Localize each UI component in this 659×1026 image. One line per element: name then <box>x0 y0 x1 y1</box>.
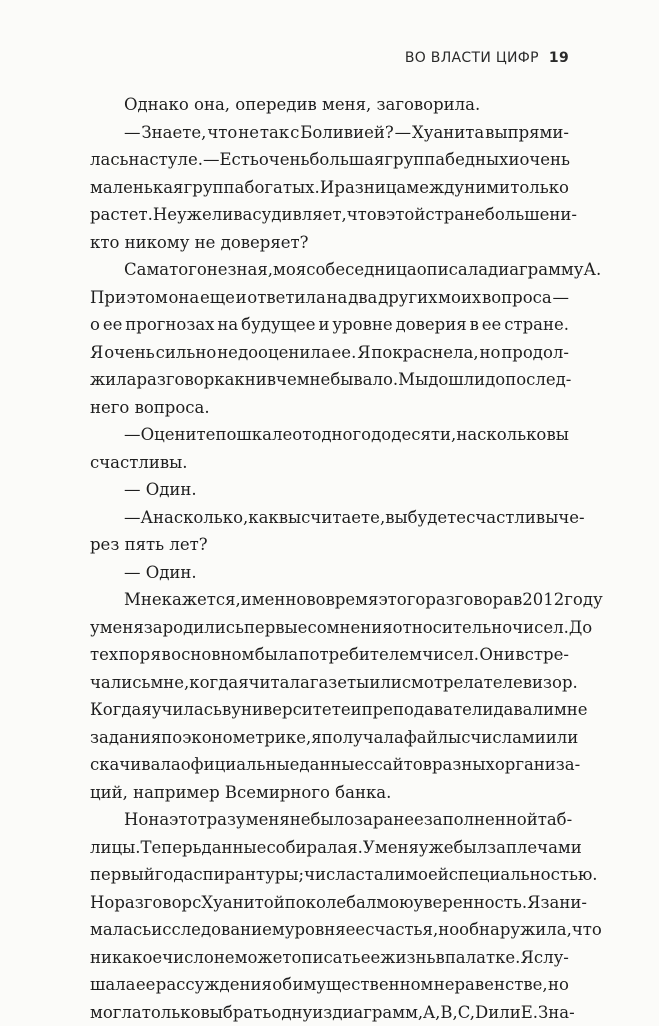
text-line: — Знаете, что не так с Боливией? — Хуанита выпрями- <box>90 119 569 147</box>
text-line: счастливы. <box>90 449 569 477</box>
text-line: о ее прогнозах на будущее и уровне доверия в ее стране. <box>90 311 569 339</box>
page-number: 19 <box>549 50 569 66</box>
text-line: Но разговор с Хуанитой поколебал мою уверенность. Я зани- <box>90 889 569 917</box>
text-line: ций, например Всемирного банка. <box>90 779 569 807</box>
text-line: первый год аспирантуры; числа стали моей специальностью. <box>90 861 569 889</box>
text-line: — Один. <box>90 476 569 504</box>
text-line: лась на стуле. — Есть очень большая группа бедных и очень <box>90 146 569 174</box>
text-line: Мне кажется, именно во время этого разговора в 2012 году <box>90 586 569 614</box>
body-text <box>90 91 569 1026</box>
text-line: чались мне, когда я читала газеты или смотрела телевизор. <box>90 669 569 697</box>
text-line: у меня зародились первые сомнения относительно чисел. До <box>90 614 569 642</box>
text-line: лицы. Теперь данные собирала я. У меня уже был за плечами <box>90 834 569 862</box>
text-line: Я очень сильно недооценила ее. Я покраснела, но продол- <box>90 339 569 367</box>
text-line: маленькая группа богатых. И разница между ними только <box>90 174 569 202</box>
text-line: жила разговор как ни в чем не бывало. Мы дошли до послед- <box>90 366 569 394</box>
text-line: Однако она, опередив меня, заговорила. <box>90 91 569 119</box>
text-line: рез пять лет? <box>90 531 569 559</box>
text-line: Но на этот раз у меня не было заранее заполненной таб- <box>90 806 569 834</box>
text-line: При этом она еще и ответила на два других моих вопроса — <box>90 284 569 312</box>
text-line: задания по эконометрике, я получала файлы с числами или <box>90 724 569 752</box>
text-line: тех пор я в основном была потребителем чисел. Они встре- <box>90 641 569 669</box>
text-line: Сама того не зная, моя собеседница описала диаграмму А. <box>90 256 569 284</box>
text-line: малась исследованием уровня ее счастья, но обнаружила, что <box>90 916 569 944</box>
text-line: скачивала официальные данные с сайтов разных организа- <box>90 751 569 779</box>
text-line: шала ее рассуждения об имущественном неравенстве, но <box>90 971 569 999</box>
text-line: кто никому не доверяет? <box>90 229 569 257</box>
running-head-title: ВО ВЛАСТИ ЦИФР <box>405 50 539 66</box>
text-line: Когда я училась в университете и преподаватели давали мне <box>90 696 569 724</box>
text-line: — Оцените по шкале от одного до десяти, насколько вы <box>90 421 569 449</box>
text-line: него вопроса. <box>90 394 569 422</box>
text-line: никакое число не может описать ее жизнь в палатке. Я слу- <box>90 944 569 972</box>
text-line: — Один. <box>90 559 569 587</box>
text-line: могла только выбрать одну из диаграмм, A, B, C, D или E. Зна- <box>90 999 569 1026</box>
running-head <box>405 50 569 66</box>
text-line: растет. Неужели вас удивляет, что в этой стране больше ни- <box>90 201 569 229</box>
text-line: — А насколько, как вы считаете, вы будете счастливы че- <box>90 504 569 532</box>
